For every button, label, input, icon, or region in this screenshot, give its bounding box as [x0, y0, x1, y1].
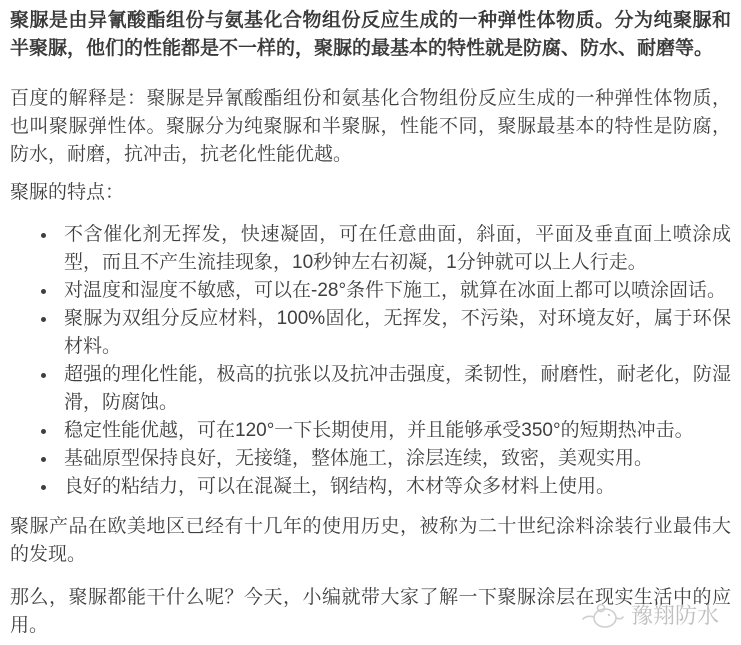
list-item: • 超强的理化性能，极高的抗张以及抗冲击强度，柔韧性，耐磨性，耐老化，防湿滑，防腐蚀。 [58, 361, 731, 417]
features-heading: 聚脲的特点： [10, 182, 125, 203]
list-item: • 良好的粘结力，可以在混凝土，钢结构，木材等众多材料上使用。 [58, 473, 731, 501]
yuxiang-logo-icon [581, 601, 625, 631]
closing-paragraph: 那么，聚脲都能干什么呢？今天，小编就带大家了解一下聚脲涂层在现实生活中的应用。 [10, 587, 731, 636]
list-item: • 聚脲为双组分反应材料，100%固化，无挥发，不污染，对环境友好，属于环保材料。 [58, 305, 731, 361]
watermark [581, 601, 719, 631]
intro-bold-paragraph: 聚脲是由异氰酸酯组份与氨基化合物组份反应生成的一种弹性体物质。分为纯聚脲和半聚脲，他们的性能都是不一样的，聚脲的最基本的特性就是防腐、防水、耐磨等。 [10, 10, 731, 59]
list-item: • 不含催化剂无挥发，快速凝固，可在任意曲面，斜面，平面及垂直面上喷涂成型，而且不产生流挂现象，10秒钟左右初凝，1分钟就可以上人行走。 [58, 221, 731, 277]
list-item: • 对温度和湿度不敏感，可以在-28°条件下施工，就算在冰面上都可以喷涂固话。 [58, 277, 731, 305]
list-item: • 基础原型保持良好，无接缝，整体施工，涂层连续，致密，美观实用。 [58, 445, 731, 473]
baidu-definition-paragraph: 百度的解释是：聚脲是异氰酸酯组份和氨基化合物组份反应生成的一种弹性体物质，也叫聚脲弹性体。聚脲分为纯聚脲和半聚脲，性能不同，聚脲最基本的特性是防腐，防水，耐磨，抗冲击，抗老化性能优越。 [10, 88, 731, 165]
history-paragraph: 聚脲产品在欧美地区已经有十几年的使用历史，被称为二十世纪涂料涂装行业最伟大的发现。 [10, 516, 731, 565]
watermark-text: 豫翔防水 [630, 603, 719, 628]
list-item: • 稳定性能优越，可在120°一下长期使用，并且能够承受350°的短期热冲击。 [58, 417, 731, 445]
features-list [10, 221, 731, 501]
